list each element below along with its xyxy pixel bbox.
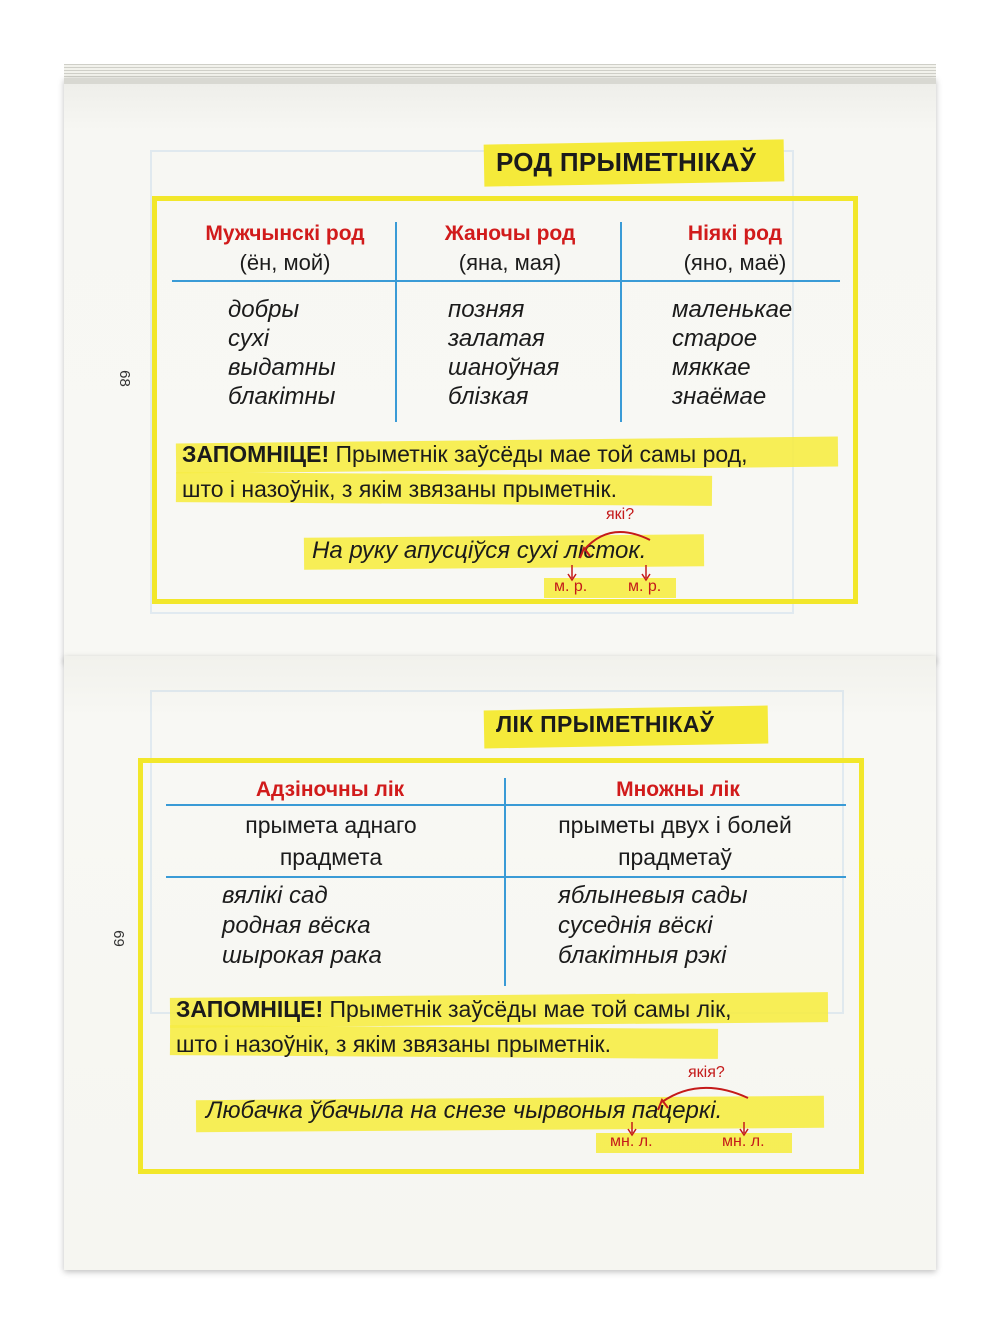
- mark-label: мн. л.: [610, 1133, 653, 1150]
- word: блакітны: [228, 383, 336, 410]
- column-subheader-feminine: (яна, мая): [458, 250, 562, 275]
- page-number: 68: [115, 370, 133, 387]
- word: блакітныя рэкі: [558, 942, 727, 969]
- word: добры: [228, 296, 300, 323]
- column-description: прымета аднаго: [245, 812, 417, 838]
- column-description: прадметаў: [618, 844, 732, 870]
- column-header-plural: Множны лік: [616, 778, 740, 801]
- word: суседнія вёскі: [558, 912, 713, 939]
- column-header-masculine: Мужчынскі род: [205, 222, 365, 245]
- word: родная вёска: [222, 912, 371, 939]
- word: сухі: [228, 325, 270, 352]
- mark-label: м. р.: [554, 578, 588, 595]
- column-description: прыметы двух і болей: [558, 812, 792, 838]
- word: блізкая: [448, 383, 529, 410]
- note-text: Прыметнік заўсёды мае той самы род,: [329, 441, 748, 467]
- word: шаноўная: [448, 354, 560, 381]
- word: выдатны: [228, 354, 336, 381]
- question-label: якія?: [688, 1064, 725, 1081]
- column-header-singular: Адзіночны лік: [255, 778, 405, 801]
- note-text: Прыметнік заўсёды мае той самы лік,: [323, 996, 732, 1022]
- mark-label: м. р.: [628, 578, 662, 595]
- word: знаёмае: [672, 383, 767, 410]
- column-header-neuter: Ніякі род: [687, 222, 783, 245]
- column-subheader-masculine: (ён, мой): [239, 250, 331, 275]
- word: яблыневыя сады: [558, 882, 748, 909]
- mark-label: мн. л.: [722, 1133, 765, 1150]
- note-label: ЗАПОМНІЦЕ!: [182, 441, 330, 467]
- example-sentence: Любачка ўбачыла на снезе чырвоныя пацеркі.: [206, 1097, 723, 1124]
- column-description: прадмета: [279, 844, 383, 870]
- word: шырокая рака: [222, 942, 382, 969]
- column-header-feminine: Жаночы род: [444, 222, 576, 245]
- word: старое: [672, 325, 758, 352]
- column-subheader-neuter: (яно, маё): [683, 250, 787, 275]
- word: вялікі сад: [222, 882, 328, 909]
- word: мяккае: [672, 354, 751, 381]
- page-title: РОД ПРЫМЕТНІКАЎ: [496, 147, 757, 177]
- word: маленькае: [672, 296, 793, 323]
- word: позняя: [448, 296, 525, 323]
- note-text: што і назоўнік, з якім звязаны прыметнік.: [182, 476, 617, 502]
- example-sentence: На руку апусціўся сухі лісток.: [312, 537, 647, 564]
- page-number: 69: [109, 930, 127, 947]
- word: залатая: [448, 325, 545, 352]
- page-title: ЛІК ПРЫМЕТНІКАЎ: [496, 711, 715, 737]
- note-label: ЗАПОМНІЦЕ!: [176, 996, 324, 1022]
- note-text: што і назоўнік, з якім звязаны прыметнік.: [176, 1031, 611, 1057]
- question-label: які?: [606, 506, 635, 523]
